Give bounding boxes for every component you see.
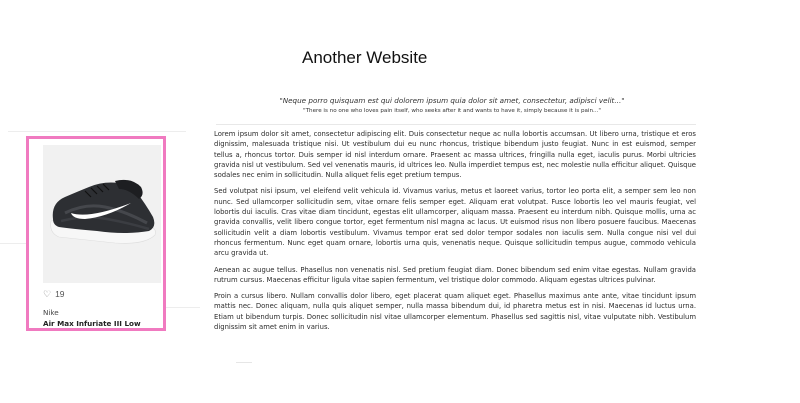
quote-block bbox=[270, 96, 634, 115]
quote-translation: "There is no one who loves pain itself, who seeks after it and wants to have it, simply because it is pain..." bbox=[303, 108, 601, 114]
card-right-line bbox=[166, 307, 200, 308]
site-title: Another Website bbox=[302, 48, 428, 67]
article-body bbox=[214, 129, 696, 338]
product-card[interactable] bbox=[26, 136, 166, 331]
article-paragraph: Aenean ac augue tellus. Phasellus non venenatis nisl. Sed pretium feugiat diam. Donec bibendum sed enim vitae egestas. Nullam gravida rutrum cursus. Maecenas efficitur ligula vitae sapien fermentum, vel tristique dolor commodo. Aliquam egestas ultrices pulvinar. bbox=[214, 265, 696, 284]
quote-text: "Neque porro quisquam est qui dolorem ipsum quia dolor sit amet, consectetur, adipisci velit..." bbox=[279, 96, 625, 105]
product-brand: Nike bbox=[43, 308, 59, 317]
footer-divider bbox=[236, 362, 252, 363]
product-image[interactable] bbox=[43, 145, 161, 283]
header-divider bbox=[216, 124, 696, 125]
likes-count: 19 bbox=[55, 289, 65, 299]
sneaker-image bbox=[45, 173, 159, 253]
article-paragraph: Sed volutpat nisi ipsum, vel eleifend velit vehicula id. Vivamus varius, metus et laoreet varius, tortor leo porta elit, a semper sem leo non nunc. Sed ullamcorper sollicitudin sem, vitae ornare felis semper eget. Aliquam erat volutpat. Fusce lobortis leo vel mauris feugiat, vel lobortis dui iaculis. Cras vitae diam tincidunt, egestas elit ullamcorper, aliquam massa. Praesent eu interdum nibh. Quisque mollis, urna ac gravida convallis, velit libero congue tortor, eget fermentum nisl magna ac lacus. Ut euismod risus non libero posuere faucibus. Maecenas sollicitudin velit a diam lobortis vestibulum. Vivamus tempor erat sed dolor tempor sodales non iaculis sem. Nulla congue nisi vel dui rhoncus fermentum. Nunc eget quam ornare, lobortis urna quis, venenatis neque. Quisque sollicitudin tempus augue, commodo vehicula arcu gravida ut. bbox=[214, 187, 696, 258]
article-paragraph: Lorem ipsum dolor sit amet, consectetur adipiscing elit. Duis consectetur neque ac nulla lobortis accumsan. Ut libero urna, tristique et eros dignissim, malesuada tristique nisi. Ut vestibulum dui eu nunc rhoncus, tristique bibendum justo feugiat. Nunc in est euismod, semper tellus a, rhoncus tortor. Duis semper id nisl interdum ornare. Praesent ac massa ultrices, fringilla nulla eget, iaculis purus. Morbi ultricies gravida nisl ut vestibulum. Sed vel venenatis mauris, id ultrices leo. Nulla imperdiet tempus est, nec molestie nulla efficitur aliquet. Quisque sodales nec enim in sollicitudin. Nulla aliquet felis eget pretium tempus. bbox=[214, 130, 696, 180]
left-divider-top bbox=[8, 131, 186, 132]
article-paragraph: Proin a cursus libero. Nullam convallis dolor libero, eget placerat quam aliquet eget. Phasellus maximus ante ante, vitae tincidunt ipsum mattis nec. Donec aliquam, nulla quis aliquet semper, nulla massa bibendum dui, id pharetra metus est in nisi. Maecenas id luctus urna. Etiam ut bibendum turpis. Donec sollicitudin nisl vitae ullamcorper elementum. Phasellus sed sagittis nisl, vitae vulputate nibh. Vestibulum dignissim sit amet enim in varius. bbox=[214, 292, 696, 332]
heart-outline-icon[interactable]: ♡ bbox=[43, 288, 52, 299]
left-edge-line bbox=[0, 243, 26, 244]
product-name[interactable]: Air Max Infuriate III Low bbox=[43, 319, 141, 328]
likes-counter[interactable] bbox=[43, 289, 65, 299]
